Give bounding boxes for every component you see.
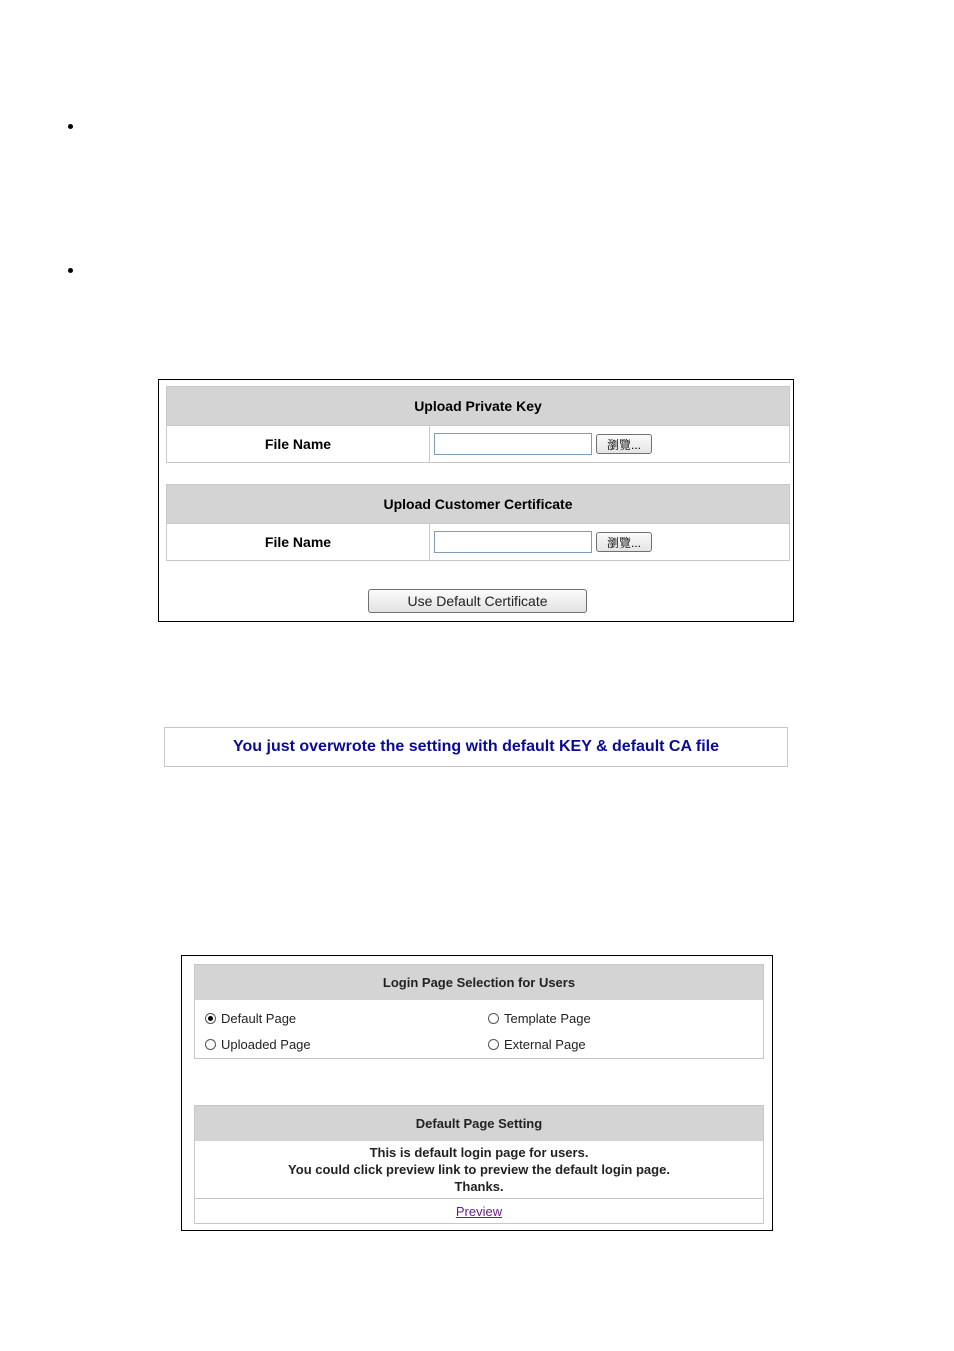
default-page-setting-header: Default Page Setting (195, 1106, 763, 1141)
private-key-file-input[interactable] (434, 433, 592, 455)
template-page-label: Template Page (504, 1011, 591, 1026)
uploaded-page-radio[interactable] (205, 1039, 216, 1050)
customer-certificate-section (166, 484, 790, 561)
default-page-setting-section (194, 1105, 764, 1224)
private-key-header: Upload Private Key (167, 387, 789, 425)
login-selection-header: Login Page Selection for Users (195, 965, 763, 1000)
default-page-radio[interactable] (205, 1013, 216, 1024)
customer-certificate-browse-button[interactable]: 瀏覽... (596, 532, 652, 552)
customer-certificate-row (167, 523, 789, 560)
private-key-field (430, 426, 652, 462)
customer-certificate-file-label: File Name (167, 524, 430, 560)
customer-certificate-header: Upload Customer Certificate (167, 485, 789, 523)
login-selection-section (194, 964, 764, 1059)
private-key-file-label: File Name (167, 426, 430, 462)
option-template-page[interactable] (488, 1011, 591, 1026)
description-line: This is default login page for users. (369, 1145, 589, 1160)
private-key-section (166, 386, 790, 463)
preview-link[interactable]: Preview (455, 1203, 503, 1219)
uploaded-page-label: Uploaded Page (221, 1037, 311, 1052)
private-key-browse-button[interactable]: 瀏覽... (596, 434, 652, 454)
login-page-panel (181, 955, 773, 1231)
customer-certificate-file-input[interactable] (434, 531, 592, 553)
private-key-row (167, 425, 789, 462)
bullet-point-1 (68, 124, 73, 129)
default-page-label: Default Page (221, 1011, 297, 1026)
preview-row (195, 1198, 763, 1223)
option-uploaded-page[interactable] (205, 1037, 311, 1052)
customer-certificate-field (430, 524, 652, 560)
description-line: Thanks. (454, 1179, 504, 1194)
overwrite-message: You just overwrote the setting with default KEY & default CA file (164, 727, 788, 767)
use-default-certificate-button[interactable]: Use Default Certificate (368, 589, 587, 613)
option-default-page[interactable] (205, 1011, 296, 1026)
external-page-label: External Page (504, 1037, 586, 1052)
template-page-radio[interactable] (488, 1013, 499, 1024)
external-page-radio[interactable] (488, 1039, 499, 1050)
bullet-point-2 (68, 268, 73, 273)
default-page-description (195, 1141, 763, 1198)
certificate-upload-panel (158, 379, 794, 622)
option-external-page[interactable] (488, 1037, 586, 1052)
description-line: You could click preview link to preview the default login page. (288, 1162, 670, 1177)
